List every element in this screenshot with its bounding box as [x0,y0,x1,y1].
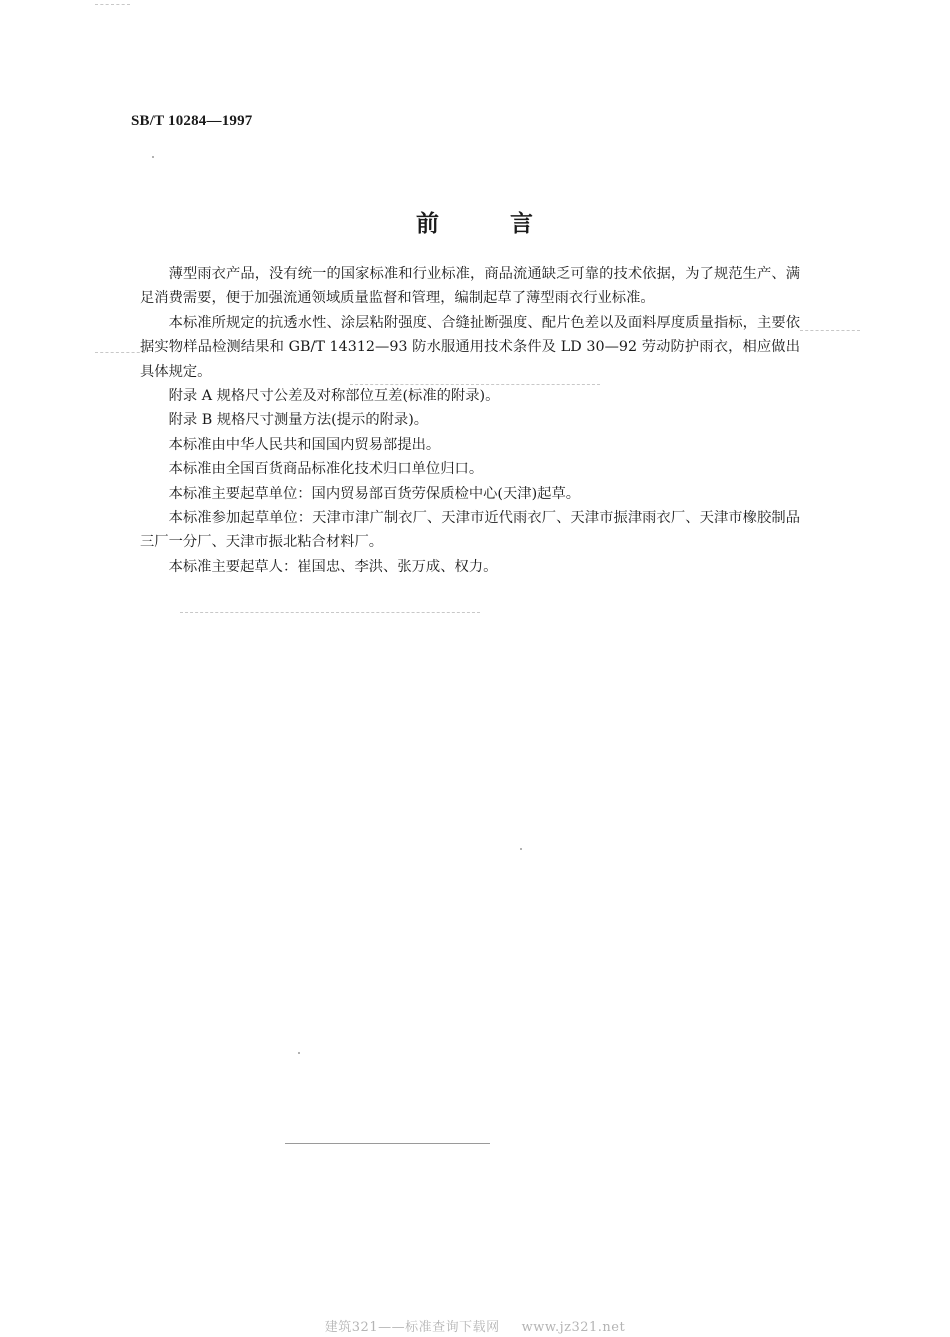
watermark-site-name: 建筑321——标准查询下载网 [324,1320,500,1335]
scan-artifact-line [350,384,600,385]
scan-artifact-dot [298,1052,300,1054]
paragraph-appendix-b: 附录 B 规格尺寸测量方法(提示的附录)。 [168,412,429,429]
scan-artifact-dot [152,156,154,158]
scan-artifact-dot [520,848,522,850]
paragraph-main-drafting-unit: 本标准主要起草单位：国内贸易部百货劳保质检中心(天津)起草。 [168,485,581,502]
paragraph-background: 薄型雨衣产品，没有统一的国家标准和行业标准，商品流通缺乏可靠的技术依据，为了规范生产、满足消费需要，便于加强流通领域质量监督和管理，编制起草了薄型雨衣行业标准。 [140,266,800,307]
paragraph-appendix-a: 附录 A 规格尺寸公差及对称部位互差(标准的附录)。 [168,388,500,405]
scan-artifact-line [800,330,860,331]
preface-body [140,262,800,579]
watermark-site-url: www.jz321.net [521,1320,626,1335]
paragraph-proposer: 本标准由中华人民共和国国内贸易部提出。 [168,436,441,453]
footer-watermark [0,1316,950,1335]
title-char-2: 言 [510,211,534,237]
standard-code: SB/T 10284—1997 [131,113,253,129]
paragraph-centralized-unit: 本标准由全国百货商品标准化技术归口单位归口。 [168,461,484,478]
scan-artifact-line [95,4,130,5]
scan-artifact-line [180,612,480,613]
title-char-1: 前 [416,211,440,237]
paragraph-basis: 本标准所规定的抗透水性、涂层粘附强度、合缝扯断强度、配片色差以及面料厚度质量指标，主要依据实物样品检测结果和 GB/T 14312—93 防水服通用技术条件及 LD 30—92 劳动防护雨衣，相应做出具体规定。 [140,314,800,380]
scan-artifact-line [285,1143,490,1144]
page-title [0,205,950,238]
scan-artifact-line [95,352,145,353]
paragraph-drafters: 本标准主要起草人：崔国忠、李洪、张万成、权力。 [168,558,498,575]
paragraph-participating-units: 本标准参加起草单位：天津市津广制衣厂、天津市近代雨衣厂、天津市振津雨衣厂、天津市橡胶制品三厂一分厂、天津市振北粘合材料厂。 [140,510,800,551]
